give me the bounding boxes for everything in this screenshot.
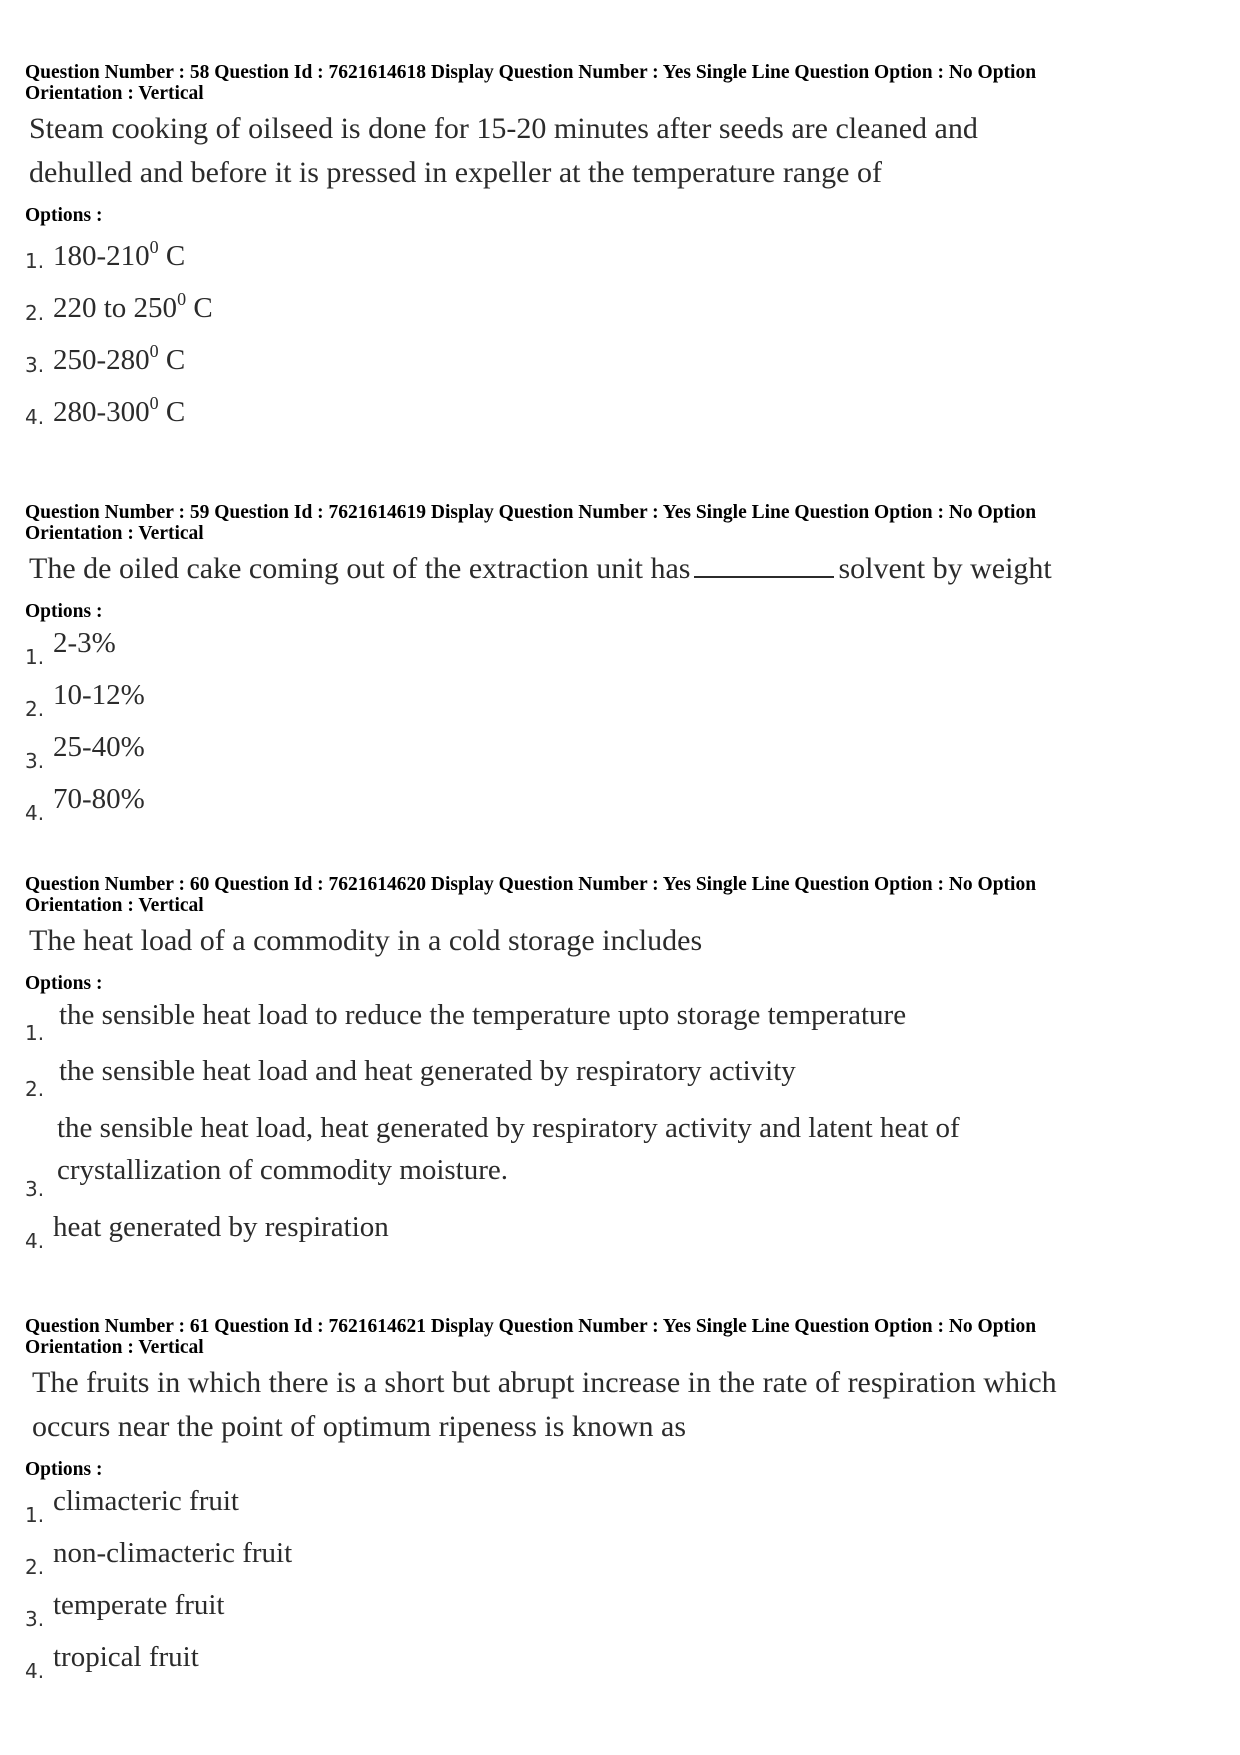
- option-1: [25, 995, 1215, 1051]
- option-number: 2.: [25, 1555, 45, 1579]
- option-number: 1.: [25, 645, 45, 669]
- options-label: Options :: [25, 1459, 103, 1480]
- option-number: 2.: [25, 697, 45, 721]
- option-2: [25, 279, 1215, 331]
- options-label: Options :: [25, 601, 103, 622]
- option-text: the sensible heat load, heat generated by respiratory activity and latent heat of crystallization of commodity moisture.: [57, 1112, 960, 1186]
- option-1: [25, 227, 1215, 279]
- option-number: 3.: [25, 1607, 45, 1631]
- option-number: 3.: [25, 353, 45, 377]
- option-3: [25, 1107, 1215, 1207]
- option-3: [25, 727, 1215, 779]
- option-text: 70-80%: [53, 783, 145, 815]
- option-number: 4.: [25, 1229, 45, 1253]
- option-text: 220 to $250^0$ C: [53, 289, 213, 324]
- question-stem: The heat load of a commodity in a cold storage includes: [29, 924, 703, 957]
- option-2: [25, 1051, 1215, 1107]
- answer-blank: [694, 554, 834, 578]
- option-3: [25, 1585, 1215, 1637]
- option-number: 1.: [25, 1021, 45, 1045]
- question-block: [25, 62, 1215, 435]
- option-text: 2-3%: [53, 627, 116, 659]
- option-number: 2.: [25, 301, 45, 325]
- option-number: 3.: [25, 1177, 45, 1201]
- option-number: 4.: [25, 405, 45, 429]
- option-number: 4.: [25, 801, 45, 825]
- option-4: [25, 779, 1215, 831]
- question-stem: Steam cooking of oilseed is done for 15-20 minutes after seeds are cleaned and dehulled and before it is pressed in expeller at the temperature range of: [29, 112, 978, 189]
- option-text: the sensible heat load to reduce the temperature upto storage temperature: [59, 999, 907, 1031]
- question-stem: The fruits in which there is a short but abrupt increase in the rate of respiration which occurs near the point of optimum ripeness is known as: [32, 1366, 1057, 1443]
- option-2: [25, 675, 1215, 727]
- option-number: 1.: [25, 1503, 45, 1527]
- option-text: 25-40%: [53, 731, 145, 763]
- options-label: Options :: [25, 973, 103, 994]
- option-4: [25, 1207, 1215, 1259]
- question-block: [25, 502, 1215, 831]
- option-number: 4.: [25, 1659, 45, 1683]
- option-1: [25, 1481, 1215, 1533]
- options-label: Options :: [25, 205, 103, 226]
- option-1: [25, 623, 1215, 675]
- question-stem: The de oiled cake coming out of the extraction unit has solvent by weight: [29, 552, 1052, 585]
- option-text: $180-210^0$ C: [53, 237, 186, 272]
- question-meta: Question Number : 61 Question Id : 7621614621 Display Question Number : Yes Single Line Question Option : No Option Orientation : Vertical: [25, 1316, 1037, 1358]
- option-number: 1.: [25, 249, 45, 273]
- option-2: [25, 1533, 1215, 1585]
- option-text: temperate fruit: [53, 1589, 225, 1621]
- option-text: $250-280^0$ C: [53, 341, 186, 376]
- question-block: [25, 874, 1215, 1259]
- option-text: $280-300^0$ C: [53, 393, 186, 428]
- option-text: the sensible heat load and heat generated by respiratory activity: [59, 1055, 796, 1087]
- option-text: tropical fruit: [53, 1641, 199, 1673]
- option-text: climacteric fruit: [53, 1485, 239, 1517]
- question-meta: Question Number : 60 Question Id : 7621614620 Display Question Number : Yes Single Line Question Option : No Option Orientation : Vertical: [25, 874, 1037, 916]
- option-3: [25, 331, 1215, 383]
- question-meta: Question Number : 58 Question Id : 7621614618 Display Question Number : Yes Single Line Question Option : No Option Orientation : Vertical: [25, 62, 1037, 104]
- option-text: 10-12%: [53, 679, 145, 711]
- option-4: [25, 383, 1215, 435]
- option-number: 3.: [25, 749, 45, 773]
- option-text: non-climacteric fruit: [53, 1537, 293, 1569]
- question-meta: Question Number : 59 Question Id : 7621614619 Display Question Number : Yes Single Line Question Option : No Option Orientation : Vertical: [25, 502, 1037, 544]
- option-4: [25, 1637, 1215, 1689]
- option-text: heat generated by respiration: [53, 1211, 389, 1243]
- question-block: [25, 1316, 1215, 1689]
- option-number: 2.: [25, 1077, 45, 1101]
